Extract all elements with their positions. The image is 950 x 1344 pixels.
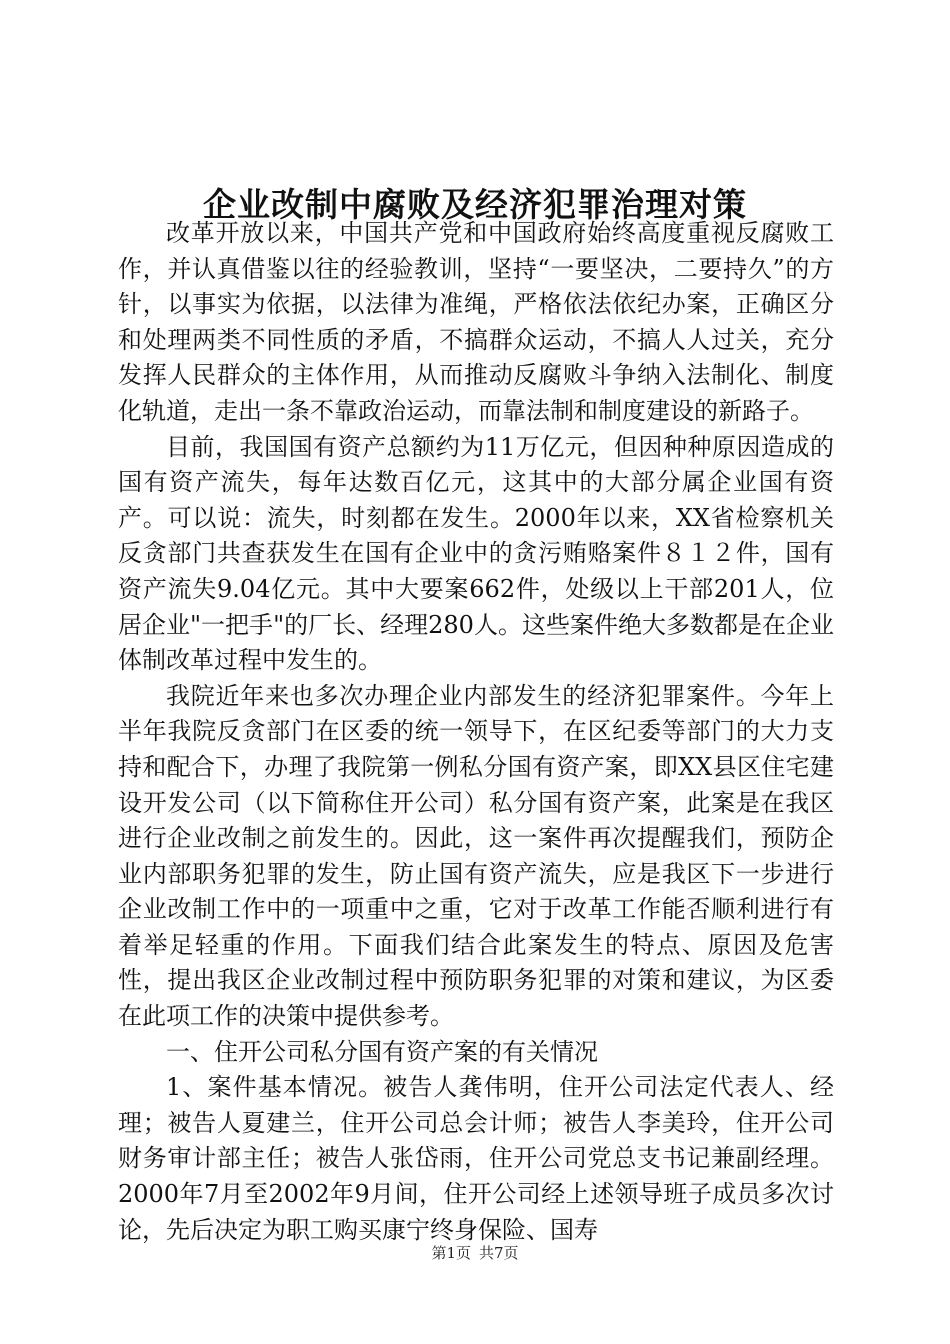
page-footer (0, 1243, 950, 1263)
paragraph-statistics: 目前，我国国有资产总额约为11万亿元，但因种种原因造成的国有资产流失，每年达数百亿元，这其中的大部分属企业国有资产。可以说：流失，时刻都在发生。2000年以来，XX省检察机关反贪部门共查获发生在国有企业中的贪污贿赂案件８１２件，国有资产流失9.04亿元。其中大要案662件，处级以上干部201人，位居企业"一把手"的厂长、经理280人。这些案件绝大多数都是在企业体制改革过程中发生的。 (118, 432, 834, 675)
paragraph-case-details: 1、案件基本情况。被告人龚伟明，住开公司法定代表人、经理；被告人夏建兰，住开公司总会计师；被告人李美玲，住开公司财务审计部主任；被告人张岱雨，住开公司党总支书记兼副经理。2000年7月至2002年9月间，住开公司经上述领导班子成员多次讨论，先后决定为职工购买康宁终身保险、国寿 (118, 1073, 834, 1244)
paragraph-intro: 改革开放以来，中国共产党和中国政府始终高度重视反腐败工作，并认真借鉴以往的经验教训，坚持“一要坚决，二要持久”的方针，以事实为依据，以法律为准绳，严格依法依纪办案，正确区分和处理两类不同性质的矛盾，不搞群众运动，不搞人人过关，充分发挥人民群众的主体作用，从而推动反腐败斗争纳入法制化、制度化轨道，走出一条不靠政治运动，而靠法制和制度建设的新路子。 (118, 219, 834, 425)
page-number: 第1页 (431, 1244, 471, 1262)
section-heading-1: 一、住开公司私分国有资产案的有关情况 (166, 1037, 598, 1066)
paragraph-case-overview: 我院近年来也多次办理企业内部发生的经济犯罪案件。今年上半年我院反贪部门在区委的统一领导下，在区纪委等部门的大力支持和配合下，办理了我院第一例私分国有资产案，即XX县区住宅建设开发公司（以下简称住开公司）私分国有资产案，此案是在我区进行企业改制之前发生的。因此，这一案件再次提醒我们，预防企业内部职务犯罪的发生，防止国有资产流失，应是我区下一步进行企业改制工作中的一项重中之重，它对于改革工作能否顺利进行有着举足轻重的作用。下面我们结合此案发生的特点、原因及危害性，提出我区企业改制过程中预防职务犯罪的对策和建议，为区委在此项工作的决策中提供参考。 (118, 681, 834, 1031)
document-title: 企业改制中腐败及经济犯罪治理对策 (203, 185, 747, 224)
document-body (118, 216, 834, 1248)
page-total: 共7页 (479, 1244, 519, 1262)
